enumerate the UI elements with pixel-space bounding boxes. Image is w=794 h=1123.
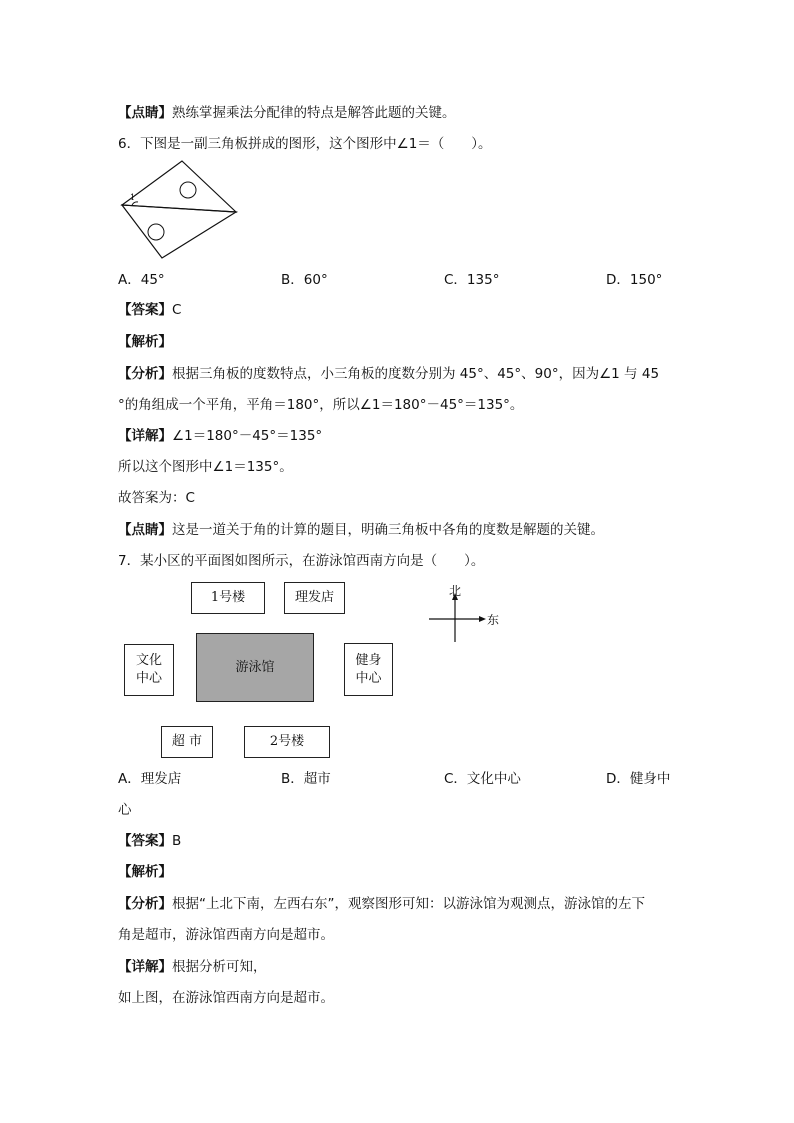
q6-fenxi-line-2: °的角组成一个平角，平角＝180°，所以∠1＝180°－45°＝135°。 xyxy=(118,397,524,413)
question-6: 6．下图是一副三角板拼成的图形，这个图形中∠1＝（ ）。 xyxy=(118,136,492,152)
q6-so-line: 所以这个图形中∠1＝135°。 xyxy=(118,459,293,475)
dianjing-text-2: 这是一道关于角的计算的题目，明确三角板中各角的度数是解题的关键。 xyxy=(172,522,604,538)
triangle-rulers-figure xyxy=(118,158,243,262)
dianjing-tag-2: 【点睛】 xyxy=(118,522,172,538)
q6-option-a: A．45° xyxy=(118,272,165,288)
dianjing-text: 熟练掌握乘法分配律的特点是解答此题的关键。 xyxy=(172,105,456,121)
triangle-hole-bottom xyxy=(148,224,164,240)
answer-value-7: B xyxy=(172,833,182,849)
map-building-2: 2号楼 xyxy=(244,726,330,758)
q6-dianjing-line xyxy=(118,521,604,539)
culture-line-1: 文化 xyxy=(135,653,162,668)
map-fitness-center xyxy=(344,643,393,696)
q6-final-line: 故答案为：C xyxy=(118,490,195,506)
answer-tag: 【答案】 xyxy=(118,302,172,318)
q7-option-b: B．超市 xyxy=(281,771,331,787)
small-triangle xyxy=(122,205,236,258)
answer-value: C xyxy=(172,302,182,318)
detail-text: ∠1＝180°－45°＝135° xyxy=(172,428,323,444)
map-culture-center xyxy=(124,644,174,696)
map-building-1: 1号楼 xyxy=(191,582,265,614)
fitness-line-1: 健身 xyxy=(355,652,382,668)
q6-detail-line xyxy=(118,427,322,445)
q7-fenxi-line-2: 角是超市，游泳馆西南方向是超市。 xyxy=(118,927,334,943)
q6-fenxi-line-1 xyxy=(118,365,659,383)
map-barber-shop: 理发店 xyxy=(284,582,345,614)
q6-option-b: B．60° xyxy=(281,272,328,288)
map-supermarket: 超 市 xyxy=(161,726,213,758)
detail-tag: 【详解】 xyxy=(118,428,172,444)
q6-analysis-tag: 【解析】 xyxy=(118,334,172,350)
compass-north-label: 北 xyxy=(449,584,462,598)
detail-text-7: 根据分析可知， xyxy=(172,959,267,975)
compass-arrows xyxy=(426,592,488,644)
dianjing-line-prev xyxy=(118,104,456,122)
map-swimming-pool: 游泳馆 xyxy=(196,633,314,702)
q7-detail-line xyxy=(118,958,267,976)
fenxi-text-7: 根据“上北下南，左西右东”，观察图形可知：以游泳馆为观测点，游泳馆的左下 xyxy=(172,896,645,912)
dianjing-tag: 【点睛】 xyxy=(118,105,172,121)
q7-last-line: 如上图，在游泳馆西南方向是超市。 xyxy=(118,990,334,1006)
q7-fenxi-line-1 xyxy=(118,895,645,913)
compass-east-label: 东 xyxy=(487,613,500,627)
q7-option-a: A．理发店 xyxy=(118,771,182,787)
question-7: 7．某小区的平面图如图所示，在游泳馆西南方向是（ ）。 xyxy=(118,553,485,569)
fenxi-tag-7: 【分析】 xyxy=(118,896,172,912)
large-triangle xyxy=(122,161,236,212)
q6-answer-line xyxy=(118,301,181,319)
culture-line-2: 中心 xyxy=(135,671,162,686)
q6-option-c: C．135° xyxy=(444,272,500,288)
angle-1-label: 1 xyxy=(130,193,136,202)
q7-answer-line xyxy=(118,832,181,850)
q7-option-wrap: 心 xyxy=(118,802,132,818)
answer-tag-7: 【答案】 xyxy=(118,833,172,849)
detail-tag-7: 【详解】 xyxy=(118,959,172,975)
fitness-line-2: 中心 xyxy=(355,670,382,686)
q7-option-d: D．健身中 xyxy=(606,771,671,787)
q6-option-d: D．150° xyxy=(606,272,663,288)
fenxi-tag: 【分析】 xyxy=(118,366,172,382)
fenxi-text: 根据三角板的度数特点，小三角板的度数分别为 45°、45°、90°，因为∠1 与 45 xyxy=(172,366,660,382)
q7-analysis-tag: 【解析】 xyxy=(118,864,172,880)
q7-option-c: C．文化中心 xyxy=(444,771,521,787)
